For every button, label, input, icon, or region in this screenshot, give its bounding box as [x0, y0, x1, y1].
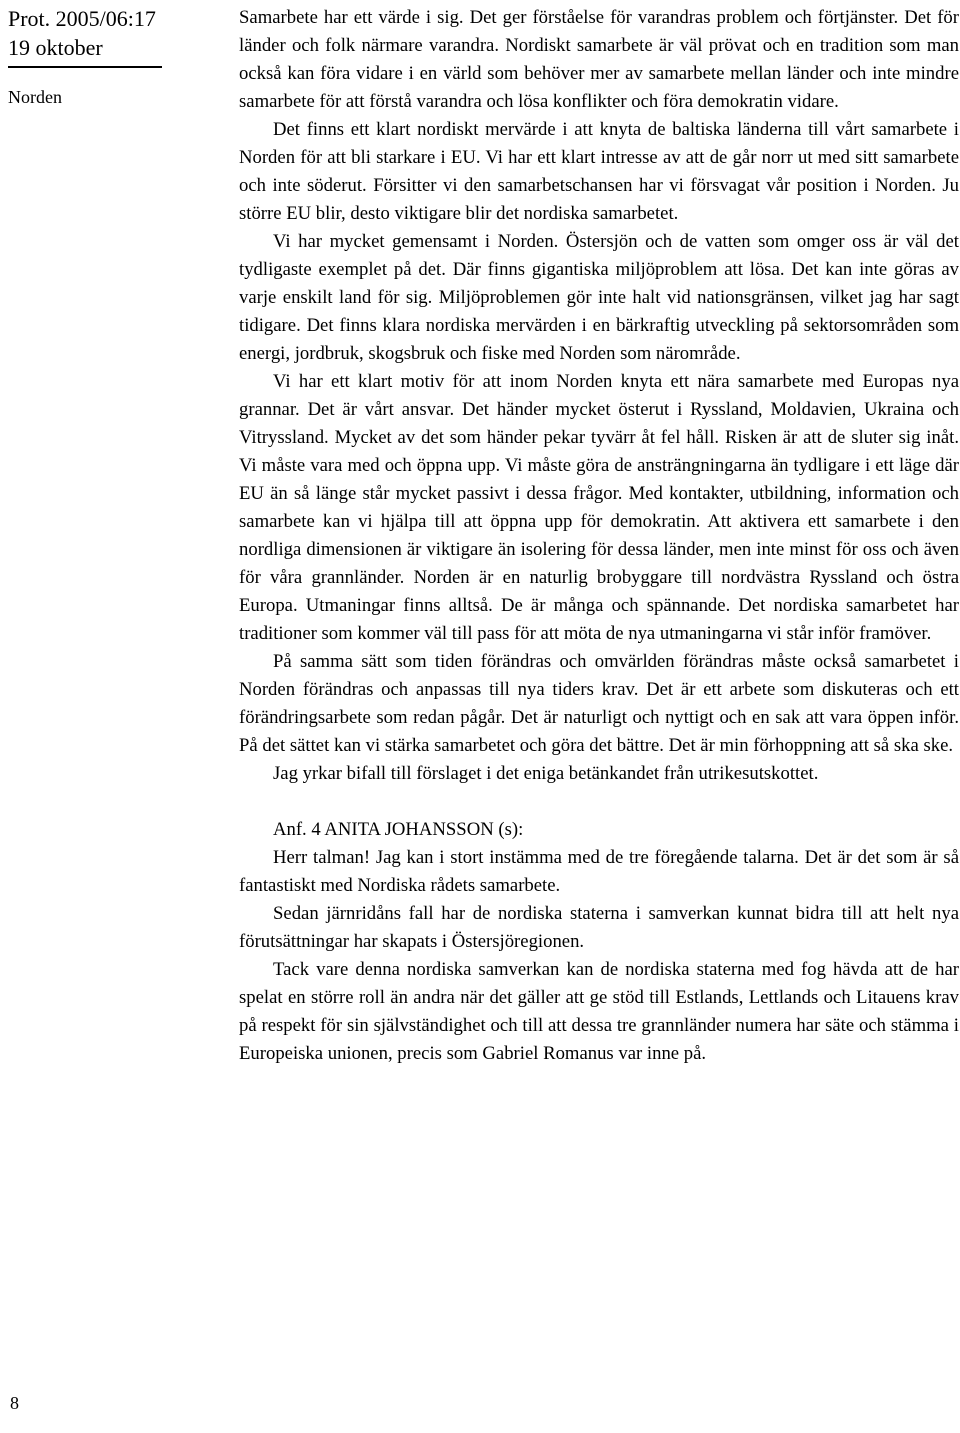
page-number: 8	[10, 1393, 19, 1413]
speech-paragraph: Sedan järnridåns fall har de nordiska staterna i samverkan kunnat bidra till att helt nya förutsättningar har skapats i Östersjöregionen.	[239, 903, 959, 952]
speech-paragraph: Tack vare denna nordiska samverkan kan de nordiska staterna med fog hävda att de har spelat en större roll än andra när det gäller att ge stöd till Estlands, Lettlands och Litauens krav på respekt för sin självständighet och till att dessa tre grannländer numera har säte och stämma i Europeiska unionen, precis som Gabriel Romanus var inne på.	[239, 959, 959, 1064]
speaker-heading: Anf. 4 ANITA JOHANSSON (s):	[273, 819, 524, 840]
body-text	[239, 4, 959, 1068]
protocol-date: 19 oktober	[8, 35, 103, 60]
section-label: Norden	[8, 87, 62, 107]
paragraph: Vi har mycket gemensamt i Norden. Östersjön och de vatten som omger oss är väl det tydligaste exemplet på det. Där finns gigantiska miljöproblem att lösa. Det kan inte göras av varje enskilt land för sig. Miljöproblemen gör inte halt vid nationsgränsen, vilket jag har sagt tidigare. Det finns klara nordiska mervärden i en bärkraftig utveckling på sektorsområden som energi, jordbruk, skogsbruk och fiske med Norden som närområde.	[239, 231, 959, 364]
paragraph: På samma sätt som tiden förändras och omvärlden förändras måste också samarbetet i Norden förändras och anpassas till nya tiders krav. Det är ett arbete som diskuteras och ett förändringsarbete som redan pågår. Det är naturligt och nyttigt och en sak att vara öppen inför. På det sättet kan vi stärka samarbetet och göra det bättre. Det är min förhoppning att så ska ske.	[239, 651, 959, 756]
paragraph: Samarbete har ett värde i sig. Det ger förståelse för varandras problem och förtjänster. Det för länder och folk närmare varandra. Nordiskt samarbete är väl prövat och en tradition som man också kan föra vidare i en värld som behöver mer av samarbete mellan länder och inte mindre samarbete för att förstå varandra och lösa konflikter och föra demokratin vidare.	[239, 7, 959, 112]
paragraph: Jag yrkar bifall till förslaget i det eniga betänkandet från utrikesutskottet.	[273, 763, 819, 784]
paragraph: Vi har ett klart motiv för att inom Norden knyta ett nära samarbete med Europas nya grannar. Det är vårt ansvar. Det händer mycket österut i Ryssland, Moldavien, Ukraina och Vitryssland. Mycket av det som händer pekar tyvärr åt fel håll. Risken är att de sluter sig inåt. Vi måste vara med och öppna upp. Vi måste göra de ansträngningarna än tydligare i ett läge där EU än så länge står mycket passivt i dessa frågor. Med kontakter, utbildning, information och samarbete kan vi hjälpa till att öppna upp för demokratin. Att aktivera ett samarbete i den nordliga dimensionen är viktigare än isolering för dessa länder, men inte minst för oss och även för våra grannländer. Norden är en naturlig brobyggare till nordvästra Ryssland och östra Europa. Utmaningar finns alltså. De är många och spännande. Det nordiska samarbetet har traditioner som kommer väl till pass för att möta de nya utmaningarna vi står inför framöver.	[239, 371, 959, 644]
margin-column	[8, 4, 208, 108]
speech-paragraph: Herr talman! Jag kan i stort instämma med de tre föregående talarna. Det är det som är så fantastiskt med Nordiska rådets samarbete.	[239, 847, 959, 896]
paragraph: Det finns ett klart nordiskt mervärde i att knyta de baltiska länderna till vårt samarbete i Norden för att bli starkare i EU. Vi har ett klart intresse av att de går norr ut med sitt samarbete och inte söderut. Försitter vi den samarbetschansen har vi försvagat vår position i Norden. Ju större EU blir, desto viktigare blir det nordiska samarbetet.	[239, 119, 959, 224]
protocol-number: Prot. 2005/06:17	[8, 6, 156, 31]
margin-divider	[8, 66, 162, 68]
